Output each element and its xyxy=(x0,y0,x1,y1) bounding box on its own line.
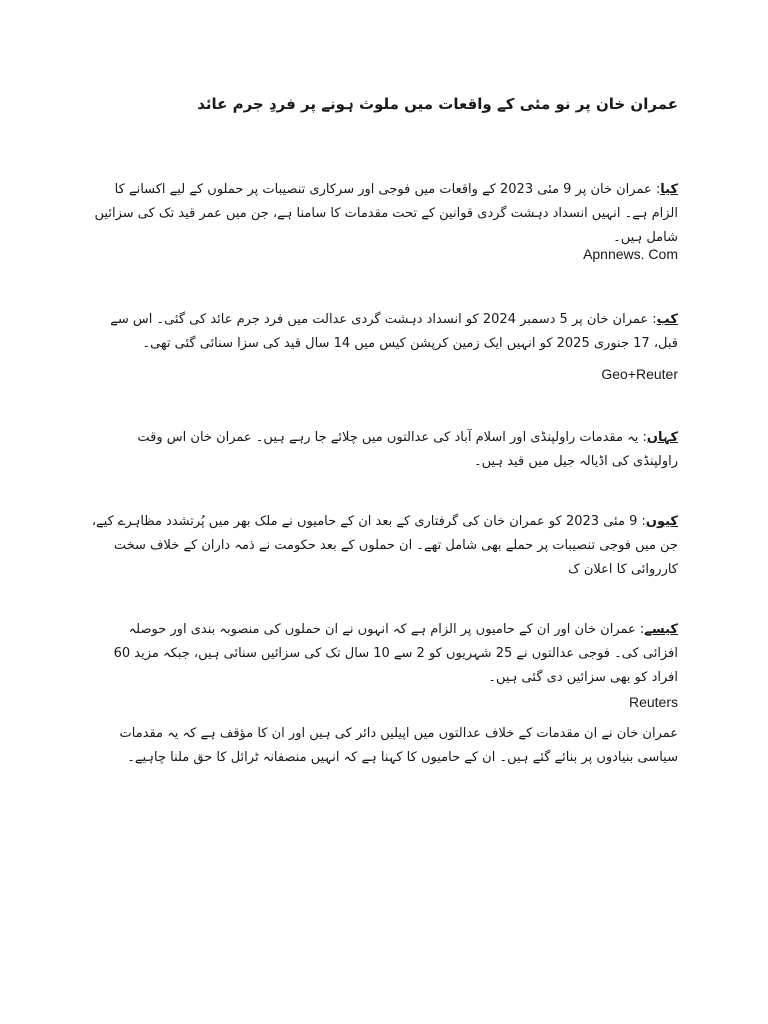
lead-where: کہاں xyxy=(646,430,678,445)
paragraph-why xyxy=(90,510,678,582)
paragraph-when xyxy=(90,308,678,356)
paragraph-what-text: : عمران خان پر 9 مئی 2023 کے واقعات میں فوجی اور سرکاری تنصیبات پر حملوں کے لیے اکسانے کا الزام ہے۔ انہیں انسداد دہشت گردی قوانین کے تحت مقدمات کا سامنا ہے، جن میں عمر قید تک کی سزائیں شامل ہیں۔ xyxy=(94,182,678,245)
lead-when: کب xyxy=(656,312,678,327)
paragraph-why-text: : 9 مئی 2023 کو عمران خان کی گرفتاری کے بعد ان کے حامیوں نے ملک بھر میں پُرتشدد مظاہرے کیے، جن میں فوجی تنصیبات پر حملے بھی شامل تھے۔ ان حملوں کے بعد حکومت نے ذمہ داران کے خلاف سخت کارروائی کا اعلان ک xyxy=(91,514,678,577)
paragraph-how xyxy=(90,618,678,690)
paragraph-closing: عمران خان نے ان مقدمات کے خلاف عدالتوں میں اپیلیں دائر کی ہیں اور ان کا مؤقف ہے کہ یہ مقدمات سیاسی بنیادوں پر بنائے گئے ہیں۔ ان کے حامیوں کا کہنا ہے کہ انہیں منصفانہ ٹرائل کا حق ملنا چاہیے۔ xyxy=(119,726,678,765)
source-apnnews: Apnnews. Com xyxy=(583,246,678,262)
lead-how: کیسے xyxy=(644,622,678,637)
source-geo-reuter: Geo+Reuter xyxy=(601,366,678,382)
paragraph-where xyxy=(90,426,678,474)
lead-what: کیا xyxy=(660,182,678,197)
paragraph-how-text: : عمران خان اور ان کے حامیوں پر الزام ہے کہ انہوں نے ان حملوں کی منصوبہ بندی اور حوصلہ افزائی کی۔ فوجی عدالتوں نے 25 شہریوں کو 2 سے 10 سال تک کی سزائیں سنائی ہیں، جبکہ مزید 60 افراد کو بھی سزائیں دی گئی ہیں۔ xyxy=(113,622,678,685)
paragraph-where-text: : یہ مقدمات راولپنڈی اور اسلام آباد کی عدالتوں میں چلائے جا رہے ہیں۔ عمران خان اس وقت راولپنڈی کی اڈیالہ جیل میں قید ہیں۔ xyxy=(137,430,678,469)
paragraph-when-text: : عمران خان پر 5 دسمبر 2024 کو انسداد دہشت گردی عدالت میں فرد جرم عائد کی گئی۔ اس سے قبل، 17 جنوری 2025 کو انہیں ایک زمین کرپشن کیس میں 14 سال قید کی سزا سنائی گئی تھی۔ xyxy=(110,312,678,351)
source-reuters: Reuters xyxy=(628,694,678,710)
paragraph-what xyxy=(90,178,678,250)
page-title: عمران خان پر نو مئی کے واقعات میں ملوث ہونے پر فردِ جرم عائد xyxy=(197,95,678,113)
lead-why: کیوں xyxy=(645,514,678,529)
